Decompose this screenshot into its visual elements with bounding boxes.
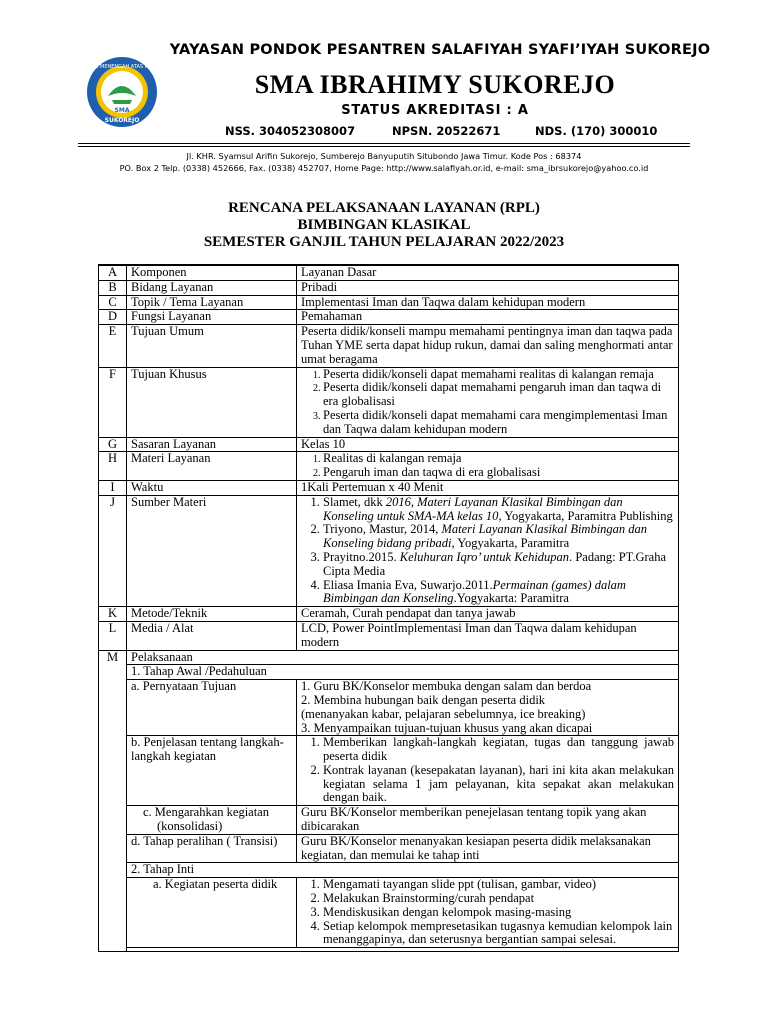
row-code: I xyxy=(99,480,127,495)
row-code: L xyxy=(99,621,127,650)
table-row xyxy=(99,325,679,367)
row-code: F xyxy=(99,367,127,437)
step-label: c. Mengarahkan kegiatan (konsolidasi) xyxy=(127,806,297,835)
activities-list xyxy=(301,878,674,947)
table-row xyxy=(99,621,679,650)
logo-bottom-text: SUKOREJO xyxy=(104,117,140,124)
table-row xyxy=(99,367,679,437)
list-item: 1. Realitas di kalangan remaja xyxy=(323,452,674,466)
row-code: H xyxy=(99,452,127,481)
table-row xyxy=(99,495,679,606)
row-value: Pribadi xyxy=(297,280,679,295)
row-label: Komponen xyxy=(127,265,297,280)
step-content xyxy=(297,736,679,806)
step-label: b. Penjelasan tentang langkah-langkah kegiatan xyxy=(127,736,297,806)
header-divider-2 xyxy=(78,146,690,147)
list-item: 2. Melakukan Brainstorming/curah pendapat xyxy=(323,892,674,906)
row-label: Sasaran Layanan xyxy=(127,437,297,452)
list-item: 2. Pengaruh iman dan taqwa di era globalisasi xyxy=(323,466,674,480)
step-content xyxy=(297,680,679,736)
row-label: Topik / Tema Layanan xyxy=(127,295,297,310)
table-row xyxy=(99,265,679,280)
row-label: Tujuan Khusus xyxy=(127,367,297,437)
address-line-2: PO. Box 2 Telp. (0338) 452666, Fax. (0338) 452707, Home Page: http://www.salafiyah.or.id, e-mail: sma_ibrsukorejo@yahoo.co.id xyxy=(119,163,649,173)
row-value: Peserta didik/konseli mampu memahami pentingnya iman dan taqwa pada Tuhan YME serta dapat hidup rukun, damai dan saling menghormati antar umat beragama xyxy=(297,325,679,367)
list-item: 2. Membina hubungan baik dengan peserta didik xyxy=(301,692,546,707)
references-list xyxy=(301,496,674,606)
step-content: Guru BK/Konselor memberikan penejelasan tentang topik yang akan dibicarakan xyxy=(297,806,679,835)
steps-list xyxy=(301,736,674,805)
logo-arc-text: SEKOLAH MENENGAH ATAS IBRAHIMY xyxy=(75,64,169,70)
letterhead xyxy=(0,0,768,180)
step-label: a. Pernyataan Tujuan xyxy=(127,680,297,736)
table-row xyxy=(99,863,679,878)
list-item: 2. Kontrak layanan (kesepakatan layanan), hari ini kita akan melakukan kegiatan selama 1 jam pelayanan, kita sepakat akan melakukan dengan baik. xyxy=(323,764,674,805)
table-row xyxy=(99,280,679,295)
table-row xyxy=(99,310,679,325)
table-row xyxy=(99,437,679,452)
step-label: a. Kegiatan peserta didik xyxy=(127,878,297,948)
list-item: 3. Prayitno.2015. Keluhuran Iqro’ untuk Kehidupan. Padang: PT.Graha Cipta Media xyxy=(323,551,674,579)
list-item: 1. Slamet, dkk 2016, Materi Layanan Klasikal Bimbingan dan Konseling untuk SMA-MA kelas 10, Yogyakarta, Paramitra Publishing xyxy=(323,496,674,524)
table-row xyxy=(99,607,679,622)
row-label: Waktu xyxy=(127,480,297,495)
row-code: J xyxy=(99,495,127,606)
header-divider xyxy=(78,143,690,144)
row-label: Tujuan Umum xyxy=(127,325,297,367)
rpl-table xyxy=(98,264,679,952)
table-row xyxy=(99,650,679,665)
row-code: A xyxy=(99,265,127,280)
list-item: 1. Memberikan langkah-langkah kegiatan, tugas dan tanggung jawab peserta didik xyxy=(323,736,674,764)
row-value: LCD, Power PointImplementasi Iman dan Taqwa dalam kehidupan modern xyxy=(297,621,679,650)
row-value xyxy=(297,495,679,606)
table-row xyxy=(99,452,679,481)
logo-center-text: SMA xyxy=(114,107,130,114)
stage-heading: 1. Tahap Awal /Pedahuluan xyxy=(127,665,679,680)
nds-number: NDS. (170) 300010 xyxy=(535,124,658,138)
school-name: SMA IBRAHIMY SUKOREJO xyxy=(254,70,616,99)
list-item: 4. Setiap kelompok mempresetasikan tugasnya kemudian kelompok lain menanggapinya, dan seterusnya bergantian sampai selesai. xyxy=(323,920,674,948)
row-value: 1Kali Pertemuan x 40 Menit xyxy=(297,480,679,495)
row-code: K xyxy=(99,607,127,622)
accreditation-status: STATUS AKREDITASI : A xyxy=(341,103,529,118)
table-row xyxy=(99,480,679,495)
list-item: 1. Peserta didik/konseli dapat memahami realitas di kalangan remaja xyxy=(323,368,674,382)
list-item: 1. Guru BK/Konselor membuka dengan salam dan berdoa xyxy=(301,679,592,694)
row-label: Pelaksanaan xyxy=(127,650,679,665)
row-code: D xyxy=(99,310,127,325)
row-label: Media / Alat xyxy=(127,621,297,650)
row-label: Fungsi Layanan xyxy=(127,310,297,325)
table-row xyxy=(99,736,679,806)
table-row xyxy=(99,665,679,680)
list-item: 2. Peserta didik/konseli dapat memahami pengaruh iman dan taqwa di era globalisasi xyxy=(323,381,674,409)
title-line-3: SEMESTER GANJIL TAHUN PELAJARAN 2022/2023 xyxy=(203,234,565,250)
objectives-list xyxy=(301,368,674,437)
npsn-number: NPSN. 20522671 xyxy=(392,124,501,138)
step-label: d. Tahap peralihan ( Transisi) xyxy=(127,834,297,863)
list-item: 4. Eliasa Imania Eva, Suwarjo.2011.Permainan (games) dalam Bimbingan dan Konseling.Yogyakarta: Paramitra xyxy=(323,579,674,607)
row-label: Materi Layanan xyxy=(127,452,297,481)
row-code: B xyxy=(99,280,127,295)
step-content: Guru BK/Konselor menanyakan kesiapan peserta didik melaksanakan kegiatan, dan memulai ke tahap inti xyxy=(297,834,679,863)
title-line-1: RENCANA PELAKSANAAN LAYANAN (RPL) xyxy=(228,200,540,216)
row-code: E xyxy=(99,325,127,367)
nss-number: NSS. 304052308007 xyxy=(225,124,356,138)
row-value: Implementasi Iman dan Taqwa dalam kehidupan modern xyxy=(297,295,679,310)
material-list xyxy=(301,452,674,480)
row-code: C xyxy=(99,295,127,310)
list-item: (menanyakan kabar, pelajaran sebelumnya, ice breaking) xyxy=(301,706,586,721)
address-line-1: Jl. KHR. Syamsul Arifin Sukorejo, Sumberejo Banyuputih Situbondo Jawa Timur. Kode Pos : 68374 xyxy=(186,151,582,161)
table-row xyxy=(99,295,679,310)
list-item: 2. Triyono, Mastur, 2014, Materi Layanan Klasikal Bimbingan dan Konseling bidang pribadi, Yogyakarta, Paramitra xyxy=(323,523,674,551)
row-value xyxy=(297,367,679,437)
table-row xyxy=(99,834,679,863)
title-line-2: BIMBINGAN KLASIKAL xyxy=(297,217,471,233)
school-emblem-icon xyxy=(75,56,169,128)
list-item: 3. Peserta didik/konseli dapat memahami cara mengimplementasi Iman dan Taqwa dalam kehidupan modern xyxy=(323,409,674,437)
row-value: Kelas 10 xyxy=(297,437,679,452)
table-row xyxy=(99,948,679,952)
row-label: Metode/Teknik xyxy=(127,607,297,622)
row-value xyxy=(297,452,679,481)
row-value: Ceramah, Curah pendapat dan tanya jawab xyxy=(297,607,679,622)
table-row xyxy=(99,878,679,948)
row-label: Sumber Materi xyxy=(127,495,297,606)
row-code: M xyxy=(99,650,127,952)
row-code: G xyxy=(99,437,127,452)
table-row xyxy=(99,806,679,835)
step-content xyxy=(297,878,679,948)
foundation-name: YAYASAN PONDOK PESANTREN SALAFIYAH SYAFI’IYAH SUKOREJO xyxy=(169,42,711,58)
list-item: 3. Mendiskusikan dengan kelompok masing-masing xyxy=(323,906,674,920)
stage-heading: 2. Tahap Inti xyxy=(127,863,679,878)
row-value: Pemahaman xyxy=(297,310,679,325)
row-value: Layanan Dasar xyxy=(297,265,679,280)
document-title xyxy=(100,200,668,251)
school-ids xyxy=(200,124,690,140)
list-item: 3. Menyampaikan tujuan-tujuan khusus yang akan dicapai xyxy=(301,720,593,735)
row-label: Bidang Layanan xyxy=(127,280,297,295)
list-item: 1. Mengamati tayangan slide ppt (tulisan, gambar, video) xyxy=(323,878,674,892)
table-row xyxy=(99,680,679,736)
